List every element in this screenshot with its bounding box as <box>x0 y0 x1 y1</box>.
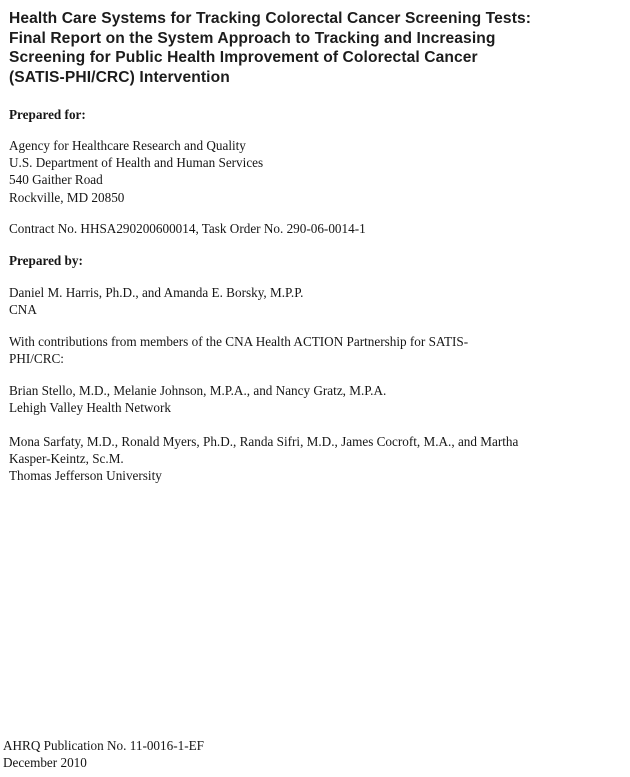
contributions-intro-line: With contributions from members of the CNA Health ACTION Partnership for SATIS- <box>9 334 469 349</box>
address-line: Rockville, MD 20850 <box>9 189 125 205</box>
address-line: 540 Gaither Road <box>9 172 103 188</box>
prepared-by-block <box>9 284 621 318</box>
report-title <box>9 9 619 87</box>
address-line: Agency for Healthcare Research and Quality <box>9 138 246 153</box>
contributions-intro <box>9 333 621 367</box>
author-org: CNA <box>9 302 37 318</box>
authors: Daniel M. Harris, Ph.D., and Amanda E. Borsky, M.P.P. <box>9 285 304 300</box>
contributor-org: Lehigh Valley Health Network <box>9 400 171 416</box>
contract-number: Contract No. HHSA290200600014, Task Order No. 290-06-0014-1 <box>9 221 366 236</box>
address-line: U.S. Department of Health and Human Services <box>9 155 264 171</box>
contributor-group-jefferson <box>9 433 621 485</box>
title-line-1: Health Care Systems for Tracking Colorectal Cancer Screening Tests: <box>9 10 532 27</box>
title-line-3: Screening for Public Health Improvement of Colorectal Cancer <box>9 49 478 66</box>
publication-date: December 2010 <box>3 755 87 771</box>
title-line-4: (SATIS-PHI/CRC) Intervention <box>9 68 230 86</box>
publication-footer <box>3 737 303 771</box>
contributor-names: Mona Sarfaty, M.D., Ronald Myers, Ph.D., Randa Sifri, M.D., James Cocroft, M.A., and Martha <box>9 434 519 449</box>
publication-number: AHRQ Publication No. 11-0016-1-EF <box>3 738 204 753</box>
prepared-by-heading: Prepared by: <box>9 253 83 268</box>
contributions-intro-line: PHI/CRC: <box>9 351 64 367</box>
contributor-group-lehigh <box>9 382 621 416</box>
prepared-for-address <box>9 137 621 206</box>
prepared-for-heading: Prepared for: <box>9 107 86 122</box>
title-line-2: Final Report on the System Approach to Tracking and Increasing <box>9 29 496 47</box>
contributor-org: Thomas Jefferson University <box>9 468 162 484</box>
contributor-names: Brian Stello, M.D., Melanie Johnson, M.P.A., and Nancy Gratz, M.P.A. <box>9 383 387 398</box>
contributor-names: Kasper-Keintz, Sc.M. <box>9 451 124 467</box>
